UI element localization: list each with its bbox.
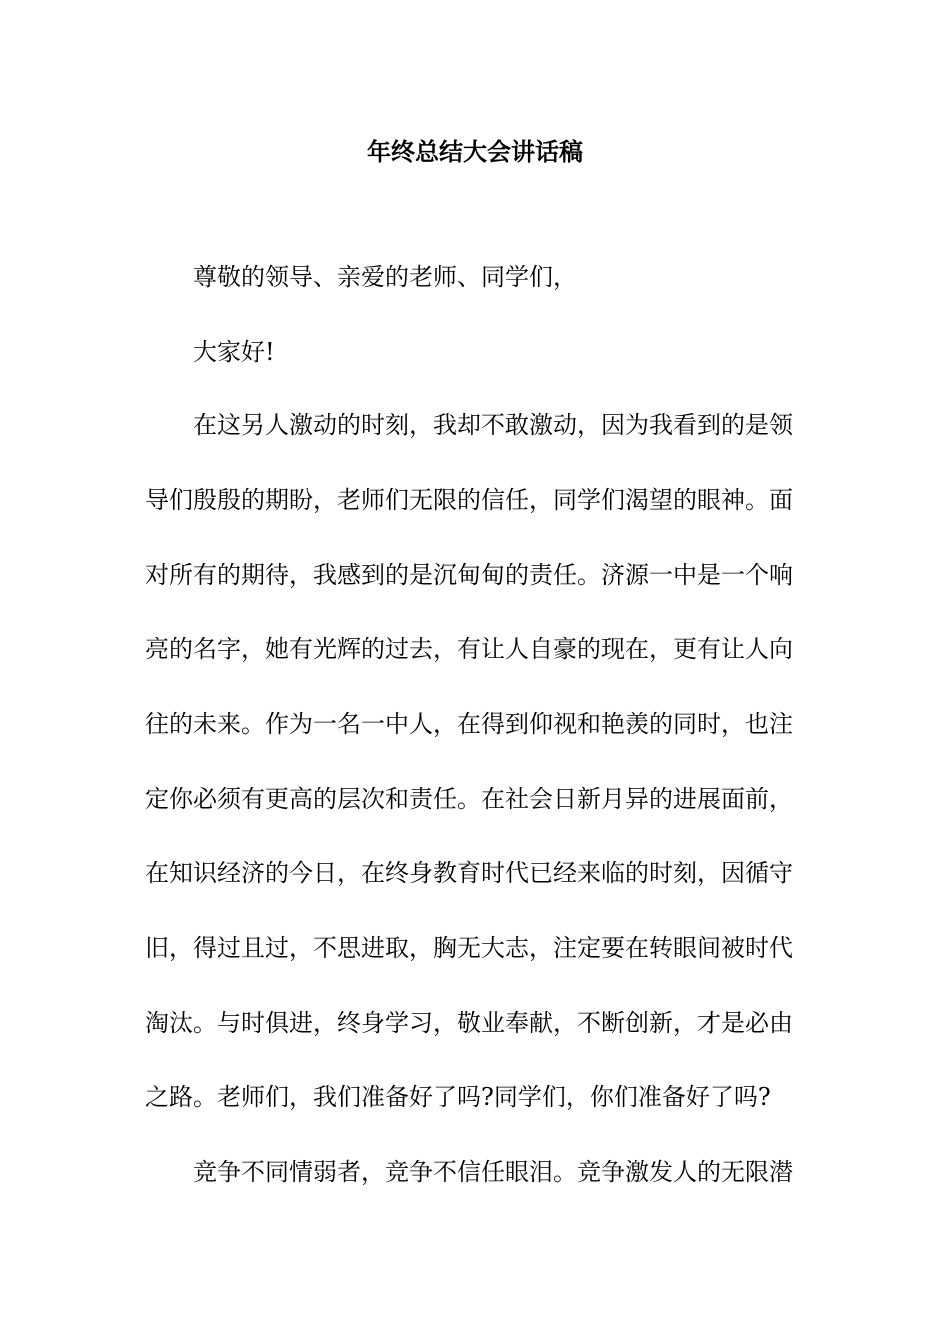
paragraph-line: 旧，得过且过，不思进取，胸无大志，注定要在转眼间被时代 [145,934,793,962]
paragraph-line: 对所有的期待，我感到的是沉甸甸的责任。济源一中是一个响 [145,561,793,589]
paragraph-line: 定你必须有更高的层次和责任。在社会日新月异的进展面前， [145,785,793,813]
paragraph-line: 导们殷殷的期盼，老师们无限的信任，同学们渴望的眼神。面 [145,486,793,514]
paragraph-line: 竞争不同情弱者，竞争不信任眼泪。竞争激发人的无限潜 [193,1158,793,1186]
paragraph-line: 淘汰。与时俱进，终身学习，敬业奉献，不断创新，才是必由 [145,1009,793,1037]
paragraph-line: 在这另人激动的时刻，我却不敢激动，因为我看到的是领 [193,411,793,439]
paragraph-line: 往的未来。作为一名一中人，在得到仰视和艳羡的同时，也注 [145,710,793,738]
paragraph-line: 亮的名字，她有光辉的过去，有让人自豪的现在，更有让人向 [145,635,793,663]
paragraph-line: 之路。老师们，我们准备好了吗?同学们，你们准备好了吗? [145,1083,771,1111]
document-title: 年终总结大会讲话稿 [367,137,583,166]
salutation-line: 尊敬的领导、亲爱的老师、同学们， [193,263,577,291]
paragraph-line: 在知识经济的今日，在终身教育时代已经来临的时刻，因循守 [145,859,793,887]
greeting-line: 大家好! [193,338,275,366]
